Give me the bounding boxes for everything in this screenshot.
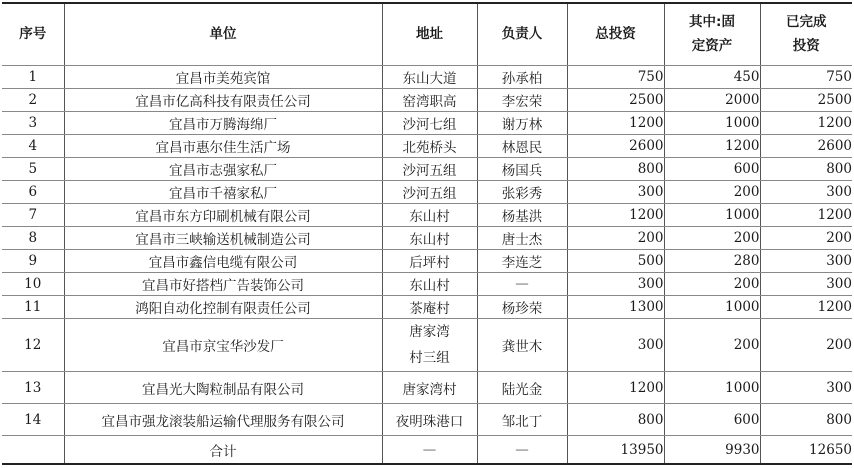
cell-address-line1: 唐家湾: [409, 324, 450, 341]
cell-total: 1200: [567, 203, 664, 226]
cell-fixed: 1000: [664, 296, 760, 319]
total-fixed-sum: 9930: [664, 436, 760, 464]
cell-fixed: 1000: [664, 203, 760, 226]
cell-unit: 宜昌市亿高科技有限责任公司: [64, 88, 382, 111]
cell-total: 200: [567, 226, 664, 249]
cell-unit: 宜昌市三峡输送机械制造公司: [64, 226, 382, 249]
cell-leader: 张彩秀: [477, 180, 567, 203]
cell-done: 300: [760, 372, 852, 404]
cell-done: 1200: [760, 203, 852, 226]
cell-unit: 宜昌市万腾海绵厂: [64, 111, 382, 134]
cell-total: 1300: [567, 296, 664, 319]
cell-address: [382, 319, 477, 372]
cell-leader: 唐士杰: [477, 226, 567, 249]
cell-leader: 龚世木: [477, 319, 567, 372]
table-row: [2, 88, 852, 111]
cell-seq: 5: [2, 157, 64, 180]
cell-total: 2500: [567, 88, 664, 111]
cell-address: 沙河七组: [382, 111, 477, 134]
cell-done: 200: [760, 319, 852, 372]
cell-fixed: 1000: [664, 111, 760, 134]
cell-done: 750: [760, 65, 852, 88]
cell-total: 1200: [567, 372, 664, 404]
cell-total: 300: [567, 319, 664, 372]
cell-done: 2500: [760, 88, 852, 111]
table-row: [2, 296, 852, 319]
cell-seq: 7: [2, 203, 64, 226]
cell-address: 东山村: [382, 273, 477, 296]
header-address: 地址: [382, 3, 477, 65]
cell-fixed: 200: [664, 180, 760, 203]
cell-unit: 宜昌市惠尔佳生活广场: [64, 134, 382, 157]
cell-unit: 鸿阳自动化控制有限责任公司: [64, 296, 382, 319]
total-address: —: [382, 436, 477, 464]
cell-total: 800: [567, 404, 664, 436]
table-row: [2, 226, 852, 249]
cell-unit: 宜昌市美苑宾馆: [64, 65, 382, 88]
cell-done: 1200: [760, 296, 852, 319]
cell-total: 300: [567, 180, 664, 203]
cell-unit: 宜昌市鑫信电缆有限公司: [64, 250, 382, 273]
cell-address-line2: 村三组: [409, 350, 450, 367]
cell-seq: 10: [2, 273, 64, 296]
cell-fixed: 450: [664, 65, 760, 88]
header-row: [2, 3, 852, 65]
cell-leader: 邹北丁: [477, 404, 567, 436]
cell-fixed: 1200: [664, 134, 760, 157]
total-row: [2, 436, 852, 464]
cell-unit: 宜昌光大陶粒制品有限公司: [64, 372, 382, 404]
table-row: [2, 134, 852, 157]
table-row: [2, 250, 852, 273]
cell-seq: 9: [2, 250, 64, 273]
cell-unit: 宜昌市志强家私厂: [64, 157, 382, 180]
cell-seq: 3: [2, 111, 64, 134]
table-row: [2, 273, 852, 296]
cell-done: 1200: [760, 111, 852, 134]
table-row: [2, 404, 852, 436]
cell-fixed: 200: [664, 226, 760, 249]
cell-done: 800: [760, 157, 852, 180]
cell-seq: 1: [2, 65, 64, 88]
cell-address: 夜明珠港口: [382, 404, 477, 436]
table-row: [2, 319, 852, 372]
cell-address: 沙河五组: [382, 180, 477, 203]
cell-total: 2600: [567, 134, 664, 157]
cell-leader: 林恩民: [477, 134, 567, 157]
cell-fixed: 2000: [664, 88, 760, 111]
cell-address: 东山大道: [382, 65, 477, 88]
cell-total: 500: [567, 250, 664, 273]
cell-leader: 杨基洪: [477, 203, 567, 226]
cell-seq: 12: [2, 319, 64, 372]
cell-unit: 宜昌市京宝华沙发厂: [64, 319, 382, 372]
header-total-investment: 总投资: [567, 3, 664, 65]
cell-leader: 杨国兵: [477, 157, 567, 180]
cell-seq-empty: [2, 436, 64, 464]
cell-total: 1200: [567, 111, 664, 134]
cell-leader: 陆光金: [477, 372, 567, 404]
table-row: [2, 65, 852, 88]
cell-address: 沙河五组: [382, 157, 477, 180]
header-seq: 序号: [2, 3, 64, 65]
header-completed-line1: 已完成: [786, 14, 827, 31]
cell-seq: 4: [2, 134, 64, 157]
total-label: 合计: [64, 436, 382, 464]
cell-unit: 宜昌市千禧家私厂: [64, 180, 382, 203]
header-fixed-assets: [664, 3, 760, 65]
header-fixed-assets-line2: 定资产: [691, 38, 733, 55]
cell-leader: 李宏荣: [477, 88, 567, 111]
cell-seq: 11: [2, 296, 64, 319]
table-row: [2, 157, 852, 180]
cell-leader: —: [477, 273, 567, 296]
cell-done: 300: [760, 250, 852, 273]
total-investment-sum: 13950: [567, 436, 664, 464]
cell-address: 窑湾职高: [382, 88, 477, 111]
cell-leader: 孙承柏: [477, 65, 567, 88]
cell-done: 200: [760, 226, 852, 249]
cell-fixed: 280: [664, 250, 760, 273]
cell-leader: 谢万林: [477, 111, 567, 134]
cell-seq: 14: [2, 404, 64, 436]
cell-done: 800: [760, 404, 852, 436]
cell-fixed: 200: [664, 319, 760, 372]
table-row: [2, 203, 852, 226]
cell-done: 2600: [760, 134, 852, 157]
investment-table: [2, 2, 852, 465]
cell-seq: 13: [2, 372, 64, 404]
cell-address: 茶庵村: [382, 296, 477, 319]
cell-seq: 8: [2, 226, 64, 249]
cell-address: 后坪村: [382, 250, 477, 273]
header-leader: 负责人: [477, 3, 567, 65]
cell-seq: 2: [2, 88, 64, 111]
cell-leader: 杨珍荣: [477, 296, 567, 319]
cell-address: 东山村: [382, 226, 477, 249]
header-unit: 单位: [64, 3, 382, 65]
table-row: [2, 372, 852, 404]
cell-address: 北苑桥头: [382, 134, 477, 157]
cell-done: 300: [760, 180, 852, 203]
header-fixed-assets-line1: 其中:固: [689, 14, 735, 31]
cell-unit: 宜昌市强龙滚装船运输代理服务有限公司: [64, 404, 382, 436]
cell-total: 800: [567, 157, 664, 180]
cell-fixed: 600: [664, 157, 760, 180]
cell-done: 300: [760, 273, 852, 296]
cell-fixed: 200: [664, 273, 760, 296]
cell-unit: 宜昌市东方印刷机械有限公司: [64, 203, 382, 226]
cell-total: 750: [567, 65, 664, 88]
cell-fixed: 600: [664, 404, 760, 436]
header-completed-line2: 投资: [792, 38, 820, 55]
total-done-sum: 12650: [760, 436, 852, 464]
cell-total: 300: [567, 273, 664, 296]
table-row: [2, 180, 852, 203]
cell-leader: 李连芝: [477, 250, 567, 273]
cell-fixed: 1000: [664, 372, 760, 404]
cell-address: 东山村: [382, 203, 477, 226]
cell-unit: 宜昌市好搭档广告装饰公司: [64, 273, 382, 296]
header-completed-investment: [760, 3, 852, 65]
cell-seq: 6: [2, 180, 64, 203]
table-row: [2, 111, 852, 134]
cell-address: 唐家湾村: [382, 372, 477, 404]
total-leader: —: [477, 436, 567, 464]
